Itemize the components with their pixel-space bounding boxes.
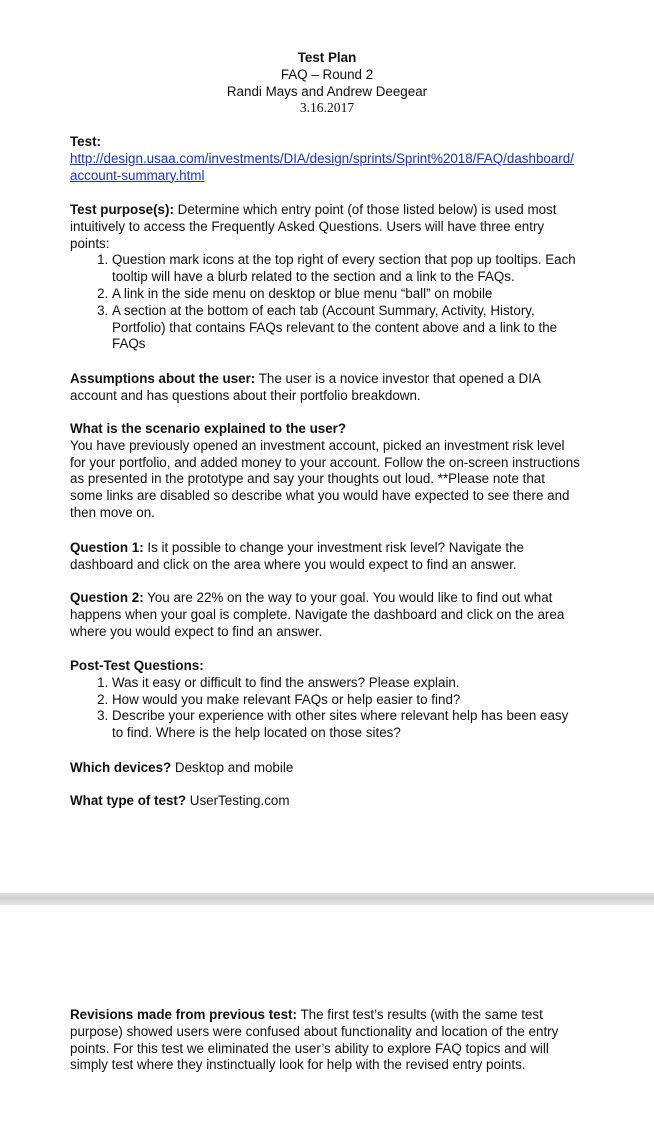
document-page-2	[0, 905, 654, 1139]
prototype-link[interactable]: http://design.usaa.com/investments/DIA/design/sprints/Sprint%2018/FAQ/dashboard/account-summary.html	[70, 150, 574, 183]
list-item: 1. Question mark icons at the top right of every section that pop up tooltips. Each tooltip will have a blurb related to the section and a link to the FAQs.	[112, 252, 580, 286]
document-header	[0, 50, 654, 117]
assumptions-label: Assumptions about the user:	[70, 371, 256, 386]
question-2-label: Question 2:	[70, 590, 144, 605]
question-1-label: Question 1:	[70, 540, 144, 555]
document-date: 3.16.2017	[299, 100, 355, 116]
test-section	[70, 134, 580, 184]
assumptions-paragraph	[70, 371, 580, 405]
post-test-label: Post-Test Questions:	[70, 658, 204, 673]
devices-text: Desktop and mobile	[171, 760, 294, 775]
scenario-label: What is the scenario explained to the user?	[70, 421, 347, 436]
list-item: 1. Was it easy or difficult to find the answers? Please explain.	[112, 675, 580, 692]
post-test-section	[70, 658, 580, 742]
assumptions-text: The user is a novice investor that opened a DIA account and has questions about their portfolio breakdown.	[70, 371, 541, 403]
question-2-text: You are 22% on the way to your goal. You would like to find out what happens when your goal is complete. Navigate the dashboard and click on the area where you would expect to find an answer.	[70, 590, 565, 639]
test-type-section	[70, 793, 580, 810]
document-authors: Randi Mays and Andrew Deegear	[226, 83, 428, 99]
revisions-label: Revisions made from previous test:	[70, 1007, 297, 1022]
test-type-label: What type of test?	[70, 793, 187, 808]
document-title: Test Plan	[297, 50, 357, 65]
list-item: 2. How would you make relevant FAQs or help easier to find?	[112, 692, 580, 709]
purpose-text: Determine which entry point (of those listed below) is used most intuitively to access the Frequently Asked Questions. Users will have three entry points:	[70, 202, 557, 251]
assumptions-section	[70, 371, 580, 405]
devices-label: Which devices?	[70, 760, 172, 775]
question-1-text: Is it possible to change your investment risk level? Navigate the dashboard and click on the area where you would expect to find an answer.	[70, 540, 524, 572]
post-test-list	[70, 675, 580, 742]
purpose-label: Test purpose(s):	[70, 202, 174, 217]
devices-paragraph	[70, 760, 580, 777]
purpose-section	[70, 202, 580, 353]
entry-points-list	[70, 252, 580, 353]
list-item: 3. Describe your experience with other sites where relevant help has been easy to find. Where is the help located on those sites?	[112, 708, 580, 742]
question-2-section	[70, 590, 580, 640]
scenario-text: You have previously opened an investment account, picked an investment risk level for your portfolio, and added money to your account. Follow the on-screen instructions as presented in the prototype and say your thoughts out loud. **Please note that some links are disabled so describe what you would have expected to see there and then move on.	[70, 437, 580, 520]
test-type-text: UserTesting.com	[186, 793, 290, 808]
question-2-paragraph	[70, 590, 580, 640]
revisions-section	[70, 1007, 580, 1074]
question-1-section	[70, 540, 580, 574]
document-subtitle: FAQ – Round 2	[280, 66, 374, 82]
scenario-section	[70, 421, 580, 522]
devices-section	[70, 760, 580, 777]
list-item: 2. A link in the side menu on desktop or blue menu “ball” on mobile	[112, 286, 580, 303]
revisions-text: The first test’s results (with the same test purpose) showed users were confused about functionality and location of the entry points. For this test we eliminated the user’s ability to explore FAQ topics and will simply test where they instinctually look for help with the revised entry points.	[70, 1007, 559, 1073]
page-separator	[0, 893, 654, 905]
test-type-paragraph	[70, 793, 580, 810]
revisions-paragraph	[70, 1007, 580, 1074]
test-label: Test:	[70, 134, 101, 149]
list-item: 3. A section at the bottom of each tab (Account Summary, Activity, History, Portfolio) that contains FAQs relevant to the content above and a link to the FAQs	[112, 303, 580, 353]
question-1-paragraph	[70, 540, 580, 574]
purpose-paragraph	[70, 202, 580, 252]
